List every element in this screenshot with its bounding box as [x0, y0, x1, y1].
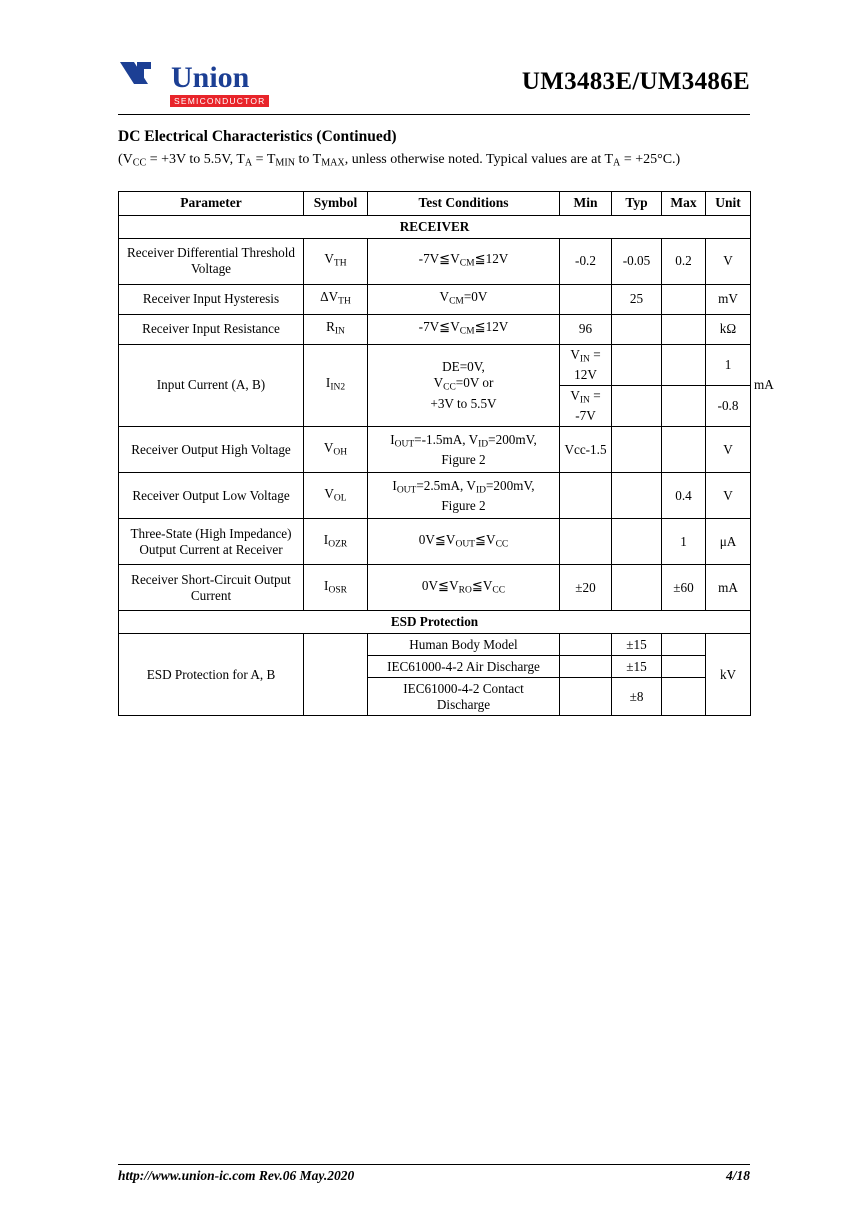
cell-condition: $-7V≦V_{CM}≦12V$	[368, 314, 560, 344]
cell-condition: $-7V≦V_{CM}≦12V$	[368, 238, 560, 284]
cell-min: ±20	[560, 565, 612, 611]
cell-condition: $V_{IN} = -7V$	[560, 385, 612, 426]
cell-max: 1	[706, 344, 751, 385]
cell-typ	[612, 473, 662, 519]
union-logo-icon	[118, 58, 170, 93]
cell-parameter: Three-State (High Impedance) Output Current at Receiver	[119, 519, 304, 565]
cell-max: -0.8	[706, 385, 751, 426]
cell-min	[612, 385, 662, 426]
cell-min: Vcc-1.5	[560, 427, 612, 473]
cell-symbol: $I_{OZR}$	[304, 519, 368, 565]
col-unit: Unit	[706, 191, 751, 215]
cell-symbol: $I_{OSR}$	[304, 565, 368, 611]
cell-min	[560, 634, 612, 656]
page-header	[118, 52, 750, 108]
logo-wordmark: Union	[171, 61, 250, 94]
page-footer	[118, 1164, 750, 1184]
cell-symbol	[304, 634, 368, 716]
cell-symbol: $V_{OL}$	[304, 473, 368, 519]
table-row	[119, 519, 751, 565]
cell-condition: $V_{CM}=0V$	[368, 284, 560, 314]
part-number-title: UM3483E/UM3486E	[521, 68, 750, 95]
cell-min	[560, 473, 612, 519]
cell-unit: mA	[706, 565, 751, 611]
table-body	[119, 215, 774, 716]
cell-min: 96	[560, 314, 612, 344]
company-logo	[118, 52, 269, 107]
table-row	[119, 565, 751, 611]
footer-website[interactable]: http://www.union-ic.com Rev.06 May.2020	[118, 1168, 355, 1183]
cell-condition: $0V≦V_{RO}≦V_{CC}$	[368, 565, 560, 611]
cell-max: 0.2	[662, 238, 706, 284]
header-divider	[118, 114, 750, 115]
group-label: RECEIVER	[119, 215, 751, 238]
cell-typ: ±15	[612, 634, 662, 656]
cell-min	[560, 284, 612, 314]
table-row	[119, 427, 751, 473]
col-test-conditions: Test Conditions	[368, 191, 560, 215]
table-row	[119, 634, 751, 656]
cell-condition: IEC61000-4-2 Contact Discharge	[368, 678, 560, 716]
cell-min	[560, 656, 612, 678]
note-text: ($V_{CC} = +3V$ to 5.5V, $T_A = T_{MIN}$ to $T_{MAX}$, unless otherwise noted. Typical values are at $T_A = +25^\circ C$.)	[118, 152, 681, 169]
cell-parameter: Receiver Differential Threshold Voltage	[119, 238, 304, 284]
cell-unit: mV	[706, 284, 751, 314]
cell-unit: V	[706, 473, 751, 519]
test-condition-note	[118, 150, 750, 173]
cell-typ	[612, 565, 662, 611]
cell-symbol: $R_{IN}$	[304, 314, 368, 344]
col-typ: Typ	[612, 191, 662, 215]
cell-parameter: Receiver Output Low Voltage	[119, 473, 304, 519]
cell-max: ±60	[662, 565, 706, 611]
cell-shared-condition: DE=0V, $V_{CC}=0V$ or +3V to 5.5V	[368, 344, 560, 427]
cell-typ: ±15	[612, 656, 662, 678]
table-group-row	[119, 215, 751, 238]
table-group-row	[119, 611, 751, 634]
cell-typ: ±8	[612, 678, 662, 716]
col-parameter: Parameter	[119, 191, 304, 215]
cell-parameter: Receiver Output High Voltage	[119, 427, 304, 473]
cell-typ	[612, 519, 662, 565]
table-row	[119, 284, 751, 314]
table-header-row	[119, 191, 751, 215]
col-min: Min	[560, 191, 612, 215]
table-row	[119, 314, 751, 344]
section-title: DC Electrical Characteristics (Continued)	[118, 128, 397, 145]
cell-typ	[662, 344, 706, 385]
col-max: Max	[662, 191, 706, 215]
cell-unit: kV	[706, 634, 751, 716]
cell-unit: V	[706, 427, 751, 473]
cell-condition: $0V≦V_{OUT}≦V_{CC}$	[368, 519, 560, 565]
cell-typ	[612, 314, 662, 344]
cell-max	[662, 634, 706, 656]
cell-symbol: $V_{TH}$	[304, 238, 368, 284]
col-symbol: Symbol	[304, 191, 368, 215]
cell-parameter: ESD Protection for A, B	[119, 634, 304, 716]
cell-unit: V	[706, 238, 751, 284]
cell-max	[662, 284, 706, 314]
cell-max	[662, 678, 706, 716]
logo-tagline: SEMICONDUCTOR	[170, 95, 269, 107]
cell-parameter: Input Current (A, B)	[119, 344, 304, 427]
cell-unit: kΩ	[706, 314, 751, 344]
cell-min	[612, 344, 662, 385]
cell-condition: $I_{OUT}=-1.5mA$, $V_{ID}=200mV$, Figure 2	[368, 427, 560, 473]
cell-parameter: Receiver Input Hysteresis	[119, 284, 304, 314]
cell-min	[560, 678, 612, 716]
cell-min: -0.2	[560, 238, 612, 284]
cell-condition: $V_{IN} = 12V$	[560, 344, 612, 385]
cell-condition: Human Body Model	[368, 634, 560, 656]
cell-max: 0.4	[662, 473, 706, 519]
cell-typ	[612, 427, 662, 473]
cell-typ: -0.05	[612, 238, 662, 284]
cell-max	[662, 656, 706, 678]
cell-max	[662, 314, 706, 344]
cell-max	[662, 427, 706, 473]
cell-symbol: $\Delta V_{TH}$	[304, 284, 368, 314]
cell-unit: μA	[706, 519, 751, 565]
table-row	[119, 238, 751, 284]
cell-parameter: Receiver Input Resistance	[119, 314, 304, 344]
cell-typ	[662, 385, 706, 426]
group-label: ESD Protection	[119, 611, 751, 634]
cell-condition: $I_{OUT}=2.5mA$, $V_{ID}=200mV$, Figure 2	[368, 473, 560, 519]
table-row	[119, 473, 751, 519]
cell-symbol: $V_{OH}$	[304, 427, 368, 473]
cell-condition: IEC61000-4-2 Air Discharge	[368, 656, 560, 678]
cell-max: 1	[662, 519, 706, 565]
table-row: Input Current (A, B) $I_{IN2}$ DE=0V, $V_{CC}=0V$ or +3V to 5.5V $V_{IN} = 12V$ 1 mA	[119, 344, 751, 385]
footer-page-number: 4/18	[725, 1168, 750, 1183]
cell-min	[560, 519, 612, 565]
cell-symbol: $I_{IN2}$	[304, 344, 368, 427]
dc-electrical-characteristics-table	[118, 191, 774, 717]
cell-typ: 25	[612, 284, 662, 314]
cell-parameter: Receiver Short-Circuit Output Current	[119, 565, 304, 611]
